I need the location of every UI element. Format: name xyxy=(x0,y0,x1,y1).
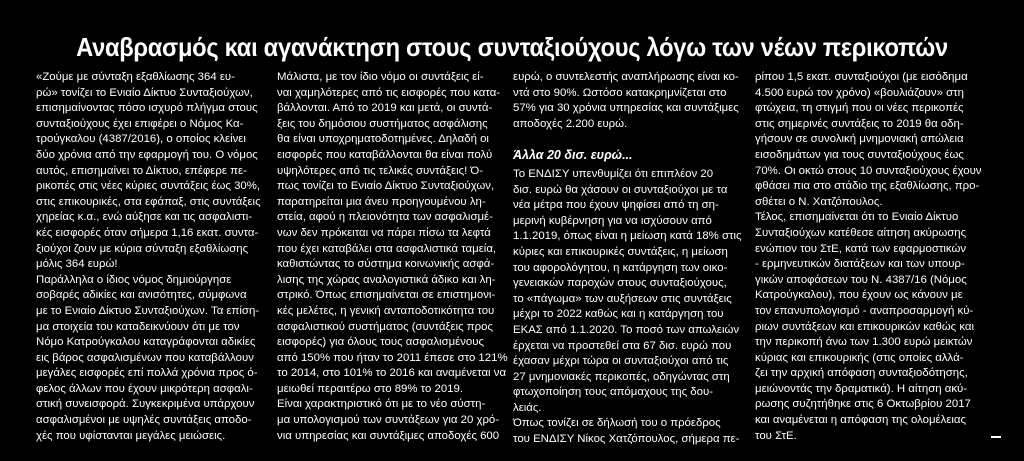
text-line: κές μελέτες, η γενική ανταποδοτικότητα του xyxy=(277,304,495,317)
text-line: και αναμένεται η απόφαση της ολομέλειας xyxy=(755,414,966,427)
text-line: 57% για 30 χρόνια υπηρεσίας και συντάξιμες xyxy=(513,102,739,115)
text-line: σθέτει ο Ν. Χατζόπουλος. xyxy=(755,195,883,208)
text-line: σοβαρές αδικίες και ανισότητες, σύμφωνα xyxy=(36,289,247,302)
text-line: επισημαίνοντας πόσο ισχυρό πλήγμα στους xyxy=(36,102,258,115)
text-line: στις επικουρικές, στα εφάπαξ, στις συντάξεις xyxy=(36,195,261,208)
text-line: λισης της χώρας αναλογιστικά άδικο και λη- xyxy=(277,273,496,286)
text-line: χηρείας κ.α., ενώ αύξησε και τις ασφαλιστι- xyxy=(36,211,253,224)
text-line: μα υπολογισμού των συντάξεων για 20 χρό- xyxy=(277,414,500,427)
article-column-3 xyxy=(513,70,745,448)
end-of-article-mark xyxy=(991,436,1001,438)
text-line: μειώνοντάς την δραματικά). Η αίτηση ακύ- xyxy=(755,382,968,395)
text-line: Το ΕΝΔΙΣΥ υπενθυμίζει ότι επιπλέον 20 xyxy=(513,167,714,180)
text-line: γήσουν σε συνολική μνημονιακή απώλεια xyxy=(755,133,964,146)
text-line: βάλλονται. Από το 2019 και μετά, οι συντά- xyxy=(277,102,493,115)
text-line: μόλις 364 ευρώ! xyxy=(36,258,118,271)
text-line: εισφορές) για όλους τους ασφαλισμένους xyxy=(277,336,484,349)
text-line: κύριες και επικουρικές συντάξεις, η μείωση xyxy=(513,245,728,258)
text-line: νων δεν πρόκειται να πάρει πίσω τα λεφτά xyxy=(277,226,491,239)
text-line: - ερμηνευτικών διατάξεων και των υπουρ- xyxy=(755,258,965,271)
text-line: υψηλότερες από τις τελικές συντάξεις! Ό- xyxy=(277,164,484,177)
text-line: ευρώ, ο συντελεστής αναπλήρωσης είναι κο- xyxy=(513,71,739,83)
text-line: στεία, αφού η πλειονότητα των ασφαλισμέ- xyxy=(277,211,493,224)
text-line: Όπως τονίζει σε δήλωσή του ο πρόεδρος xyxy=(513,417,721,430)
text-line: Μάλιστα, με τον ίδιο νόμο οι συντάξεις εί- xyxy=(277,71,484,83)
text-line: Κατρούγκαλου), που έχουν ως κάνουν με xyxy=(755,289,963,302)
text-line: ντά στο 90%. Ωστόσο κατακρημνίζεται στο xyxy=(513,86,727,99)
text-line: έχασαν μέχρι τώρα οι συνταξιούχοι από τις xyxy=(513,355,729,368)
text-line: λειάς. xyxy=(513,401,542,414)
text-line: Είναι χαρακτηριστικό ότι με το νέο σύστη- xyxy=(277,398,486,411)
text-line: θα είναι υποχρηματοδοτημένες. Δηλαδή οι xyxy=(277,133,489,146)
text-line: φτωχοποίηση τους απόμαχους της δου- xyxy=(513,386,713,399)
text-line: του αφορολόγητου, η κατάργηση των οικο- xyxy=(513,261,728,274)
text-line: 1.1.2019, όπως είναι η μείωση κατά 18% στις xyxy=(513,230,742,243)
text-line: έρχεται να προστεθεί στα 67 δισ. ευρώ που xyxy=(513,339,732,352)
text-line: χές που υφίστανται μεγάλες μειώσεις. xyxy=(36,429,226,442)
text-line: Παράλληλα ο ίδιος νόμος δημιούργησε xyxy=(36,273,232,286)
text-line: εισφορές που καταβάλλονται θα είναι πολύ xyxy=(277,148,493,161)
text-line: ξιούχοι ζουν με κύρια σύνταξη εξαθλίωσης xyxy=(36,242,249,255)
text-line: παρατηρείται μια άνευ προηγουμένου λη- xyxy=(277,195,486,208)
text-line: το 2014, στο 101% το 2016 και αναμένεται να xyxy=(277,367,507,380)
text-line: γενειακών παροχών στους συνταξιούχους, xyxy=(513,277,727,290)
article-headline: Αναβρασμός και αγανάκτηση στους συνταξιούχους λόγω των νέων περικοπών xyxy=(76,32,948,62)
text-line: στική συνεισφορά. Συγκεκριμένα υπάρχουν xyxy=(36,398,255,411)
text-line: ρωσης συζητήθηκε στις 6 Οκτωβρίου 2017 xyxy=(755,398,971,411)
text-line: 27 μνημονιακές περικοπές, οδηγώντας στη xyxy=(513,370,730,383)
text-line: στρικό. Όπως επισημαίνεται σε επιστημονι- xyxy=(277,289,496,302)
text-line: νέα μέτρα που έχουν ψηφίσει από τη ση- xyxy=(513,199,719,212)
text-line: ενώπιον του ΣτΕ, κατά των εφαρμοστικών xyxy=(755,242,967,255)
text-line: Συνταξιούχων κατέθεσε αίτηση ακύρωσης xyxy=(755,226,967,239)
text-line: ασφαλισμένοι με υψηλές συντάξεις αποδο- xyxy=(36,414,252,427)
text-line: μέχρι το 2022 καθώς και η κατάργηση του xyxy=(513,308,724,321)
text-line: τρούγκαλου (4387/2016), ο οποίος κλείνει xyxy=(36,133,246,146)
text-line: τον επανυπολογισμό - αναπροσαρμογή κύ- xyxy=(755,304,974,317)
text-line: ασφαλιστικού συστήματος (συντάξεις προς xyxy=(277,320,493,333)
text-line: ζει την αρχική απόφαση συνταξιοδότησης, xyxy=(755,367,968,380)
text-line: από 150% που ήταν το 2011 έπεσε στο 121% xyxy=(277,351,508,364)
text-line: μα στοιχεία του καταδεικνύουν ότι με τον xyxy=(36,320,240,333)
text-line: Νόμο Κατρούγκαλου καταγράφονται αδικίες xyxy=(36,336,256,349)
article-column-2 xyxy=(277,70,508,444)
text-line: το «πάγωμα» των αυξήσεων στις συντάξεις xyxy=(513,292,732,305)
text-line: ρώ» τονίζει το Ενιαίο Δίκτυο Συνταξιούχων, xyxy=(36,86,253,99)
text-line: «Ζούμε με σύνταξη εξαθλίωσης 364 ευ- xyxy=(36,71,235,83)
text-line: ρικοπές στις νέες κύριες συντάξεις έως 30%, xyxy=(36,180,261,193)
text-line: 70%. Οι οκτώ στους 10 συνταξιούχους έχουν xyxy=(755,164,982,177)
text-line: του ΕΝΔΙΣΥ Νίκος Χατζόπουλος, σήμερα πε- xyxy=(513,433,740,446)
text-line: νια υπηρεσίας και συντάξιμες αποδοχές 600 xyxy=(277,429,500,442)
article-column-1 xyxy=(36,70,268,444)
article-subheading: Άλλα 20 δισ. ευρώ... xyxy=(513,148,633,163)
text-line: στις σημερινές συντάξεις το 2019 θα οδη- xyxy=(755,117,964,130)
text-line: Τέλος, επισημαίνεται ότι το Ενιαίο Δίκτυο xyxy=(755,211,959,224)
text-line: αυτός, επισημαίνει το Δίκτυο, επέφερε πε- xyxy=(36,164,247,177)
text-line: εις βάρος ασφαλισμένων που καταβάλλουν xyxy=(36,351,254,364)
text-line: φθάσει πια στο στάδιο της εξαθλίωσης, προ- xyxy=(755,180,980,193)
text-line: ξεις του δημόσιου συστήματος ασφάλισης xyxy=(277,117,488,130)
text-line: αποδοχές 2.200 ευρώ. xyxy=(513,117,628,130)
text-line: εισοδημάτων για τους συνταξιούχους έως xyxy=(755,148,964,161)
text-line: συνταξιούχους έχει επιφέρει ο Νόμος Κα- xyxy=(36,117,244,130)
text-line: δύο χρόνια από την εφαρμογή του. Ο νόμος xyxy=(36,148,258,161)
text-line: του ΣτΕ. xyxy=(755,429,797,442)
text-line: ΕΚΑΣ από 1.1.2020. Το ποσό των απωλειών xyxy=(513,323,740,336)
text-line: που έχει καταβάλει στα ασφαλιστικά ταμεία, xyxy=(277,242,497,255)
text-line: μεγάλες εισφορές επί πολλά χρόνια προς ό- xyxy=(36,367,258,380)
article-column-4 xyxy=(755,70,983,444)
text-line: κές εισφορές όταν σήμερα 1,16 εκατ. συντα- xyxy=(36,226,259,239)
text-line: κύριας και επικουρικής (στις οποίες αλλά- xyxy=(755,351,964,364)
text-line: 4.500 ευρώ τον χρόνο) «βουλιάζουν» στη xyxy=(755,86,964,99)
text-line: με το Ενιαίο Δίκτυο Συνταξιούχων. Τα επίση- xyxy=(36,304,260,317)
text-line: την περικοπή άνω των 1.300 ευρώ μεικτών xyxy=(755,336,973,349)
text-line: φτώχεια, τη στιγμή που οι νέες περικοπές xyxy=(755,102,964,115)
text-line: καθιστώντας το σύστημα κοινωνικής ασφά- xyxy=(277,258,495,271)
text-line: μειωθεί περαιτέρω στο 89% το 2019. xyxy=(277,382,463,395)
text-line: ριων συντάξεων και επικουρικών καθώς και xyxy=(755,320,975,333)
text-line: ρίπου 1,5 εκατ. συνταξιούχοι (με εισόδημα xyxy=(755,71,968,83)
text-line: φελος άλλων που έχουν μικρότερη ασφαλι- xyxy=(36,382,253,395)
text-line: δισ. ευρώ θα χάσουν οι συνταξιούχοι με τα xyxy=(513,183,728,196)
text-line: μερινή κυβέρνηση για να ισχύσουν από xyxy=(513,214,712,227)
text-line: γικών αποφάσεων του Ν. 4387/16 (Νόμος xyxy=(755,273,967,286)
text-line: πως τονίζει το Ενιαίο Δίκτυο Συνταξιούχων, xyxy=(277,180,495,193)
text-line: ναι χαμηλότερες από τις εισφορές που κατα- xyxy=(277,86,501,99)
